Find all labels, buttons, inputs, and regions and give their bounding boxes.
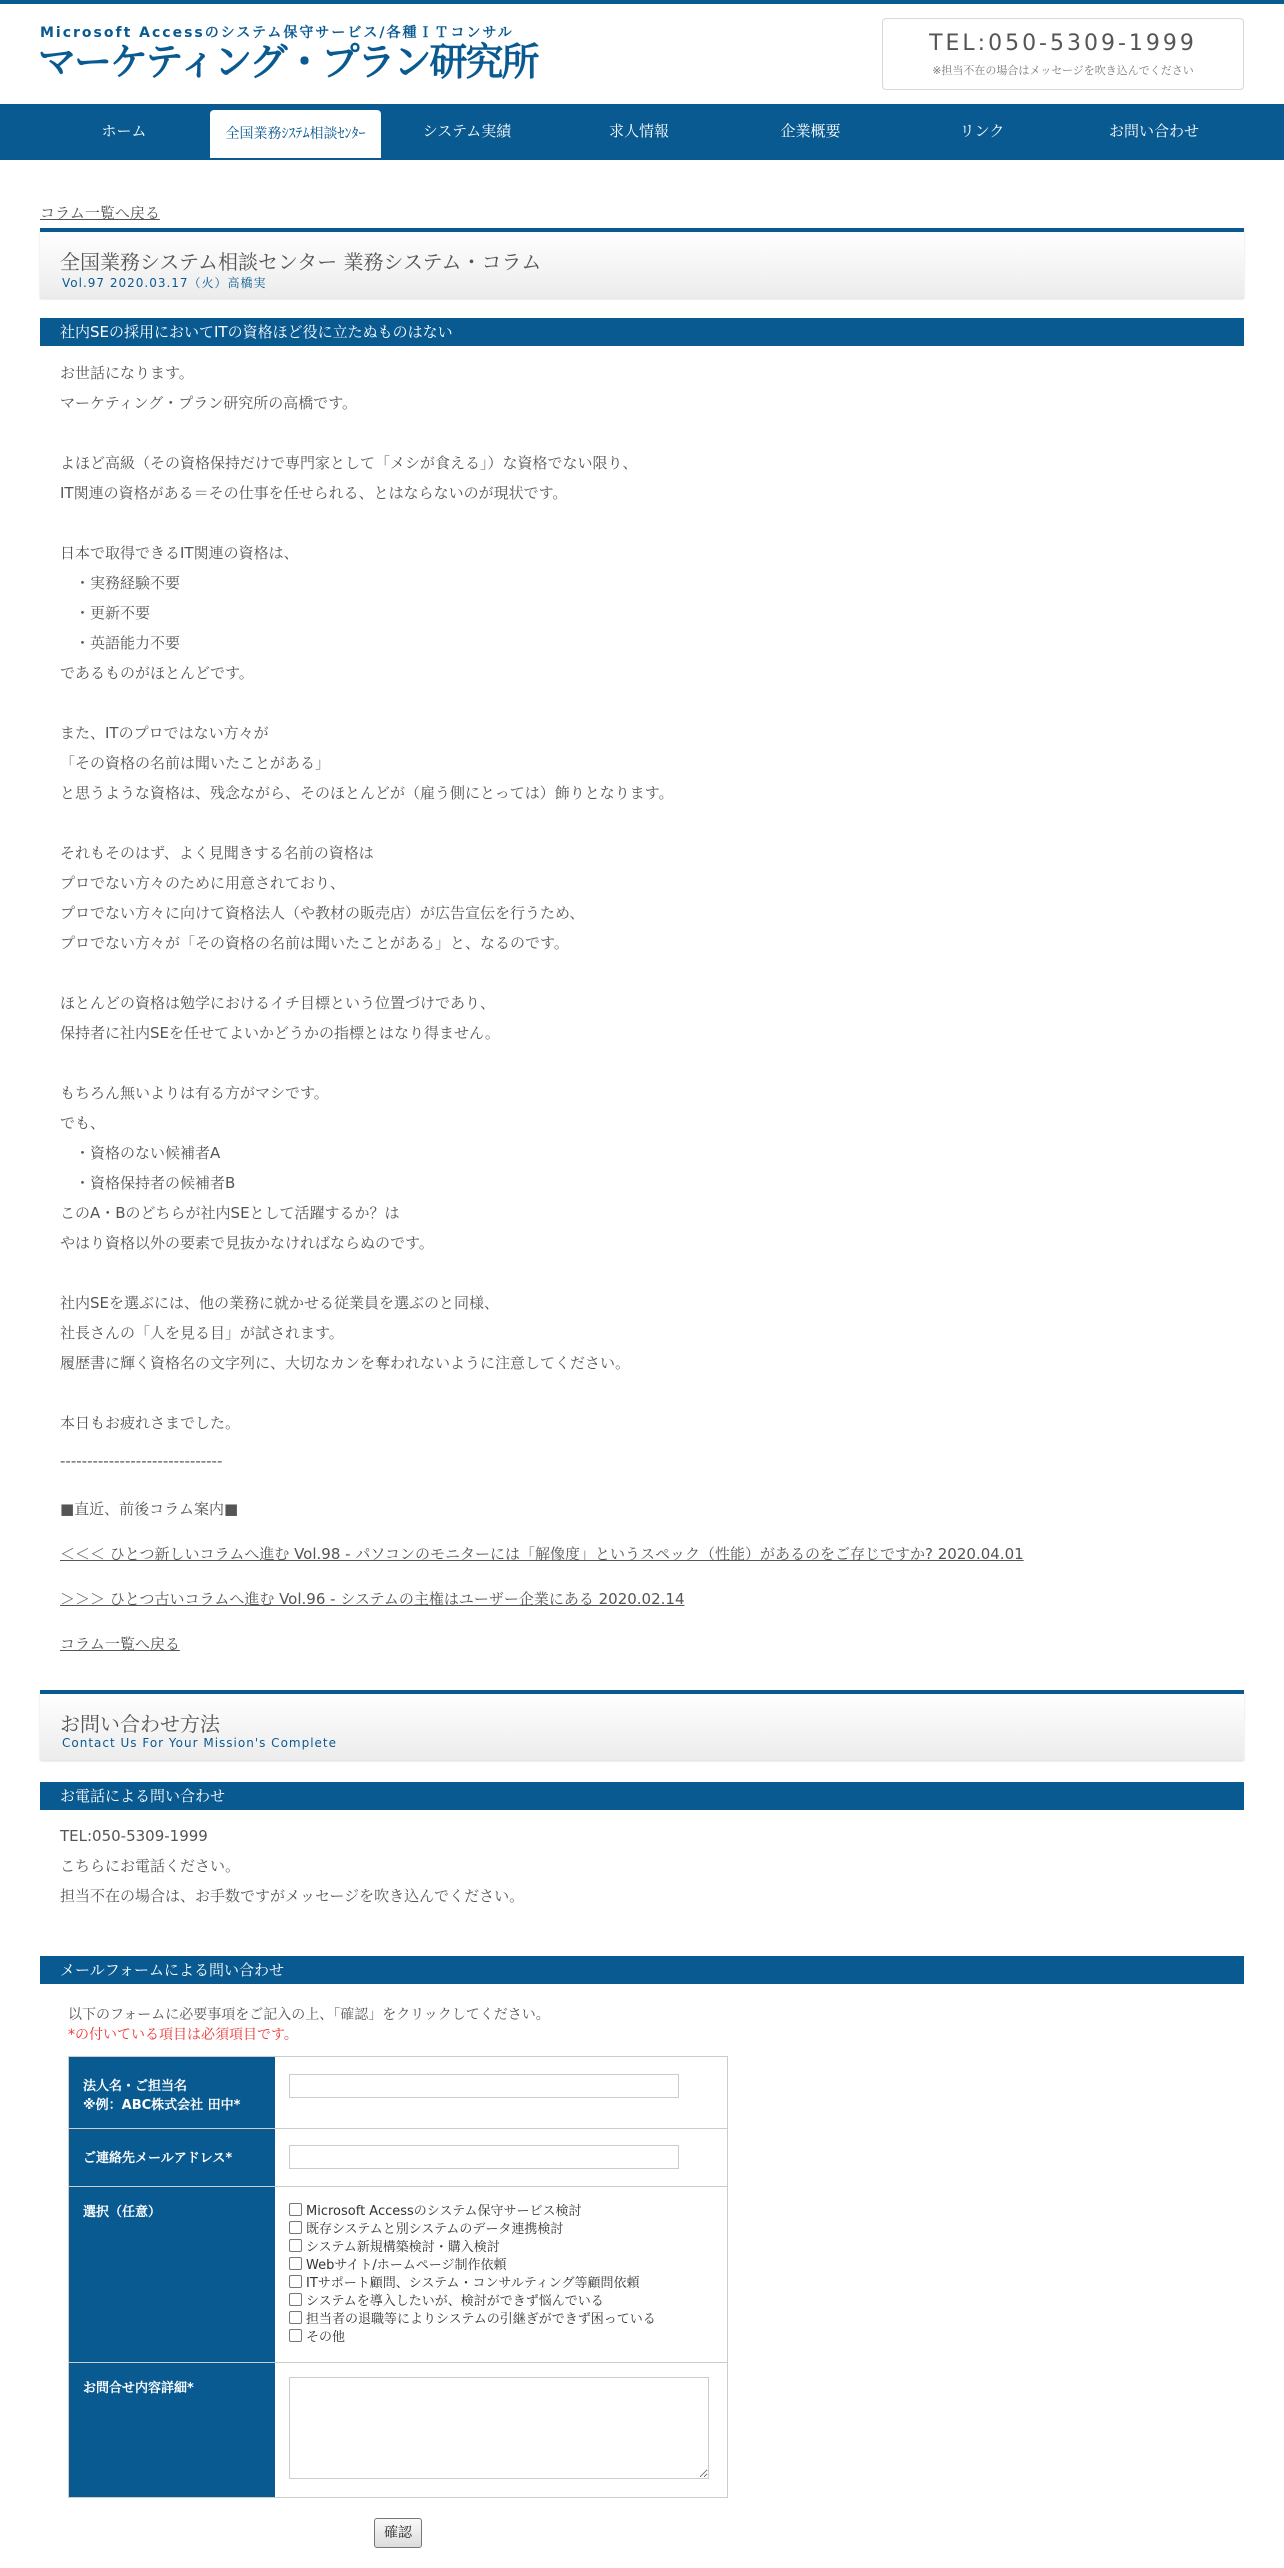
option-label: システムを導入したいが、検討ができず悩んでいる <box>306 2294 604 2309</box>
divider-text: ------------------------------ <box>60 1452 223 1470</box>
article-line: ほとんどの資格は勉学におけるイチ目標という位置づけであり、 <box>60 994 496 1012</box>
article-line: また、ITのプロではない方々が <box>60 724 269 742</box>
article-line <box>60 1378 1220 1408</box>
article-meta: Vol.97 2020.03.17（火）高橋実 <box>62 276 267 290</box>
checkbox[interactable] <box>289 2275 302 2288</box>
article-line: よほど高級（その資格保持だけで専門家として「メシが食える」）な資格でない限り、 <box>60 454 638 472</box>
back-to-column-list-link[interactable]: コラム一覧へ戻る <box>40 204 160 222</box>
contact-title: お問い合わせ方法 <box>60 1712 220 1736</box>
select-label: 選択（任意） <box>69 2187 275 2362</box>
back-to-column-list-bottom-link[interactable]: コラム一覧へ戻る <box>60 1635 180 1653</box>
option-item[interactable] <box>289 2293 713 2311</box>
main-nav <box>0 104 1284 158</box>
nav-system-works[interactable]: システム実績 <box>422 122 512 140</box>
article-line: でも、 <box>60 1114 106 1132</box>
article-line: プロでない方々が「その資格の名前は聞いたことがある」と、なるのです。 <box>60 934 569 952</box>
article-line: マーケティング・プラン研究所の高橋です。 <box>60 394 358 412</box>
contact-form <box>68 2056 728 2498</box>
option-item[interactable] <box>289 2221 713 2239</box>
article-line: 「その資格の名前は聞いたことがある」 <box>60 754 331 772</box>
checkbox[interactable] <box>289 2293 302 2306</box>
option-label: 担当者の退職等によりシステムの引継ぎができず困っている <box>306 2312 656 2327</box>
required-note: *の付いている項目は必須項目です。 <box>68 2027 298 2043</box>
email-input[interactable] <box>289 2145 679 2169</box>
phone-line: 担当不在の場合は、お手数ですがメッセージを吹き込んでください。 <box>60 1887 525 1905</box>
article-line: それもそのはず、よく見聞きする名前の資格は <box>60 844 374 862</box>
phone-contact-text <box>60 1821 524 1911</box>
article-line: このA・Bのどちらが社内SEとして活躍するか？は <box>60 1204 400 1222</box>
detail-textarea[interactable] <box>289 2377 709 2479</box>
option-item[interactable] <box>289 2311 713 2329</box>
article-line: 社長さんの「人を見る目」が試されます。 <box>60 1324 344 1342</box>
site-logo[interactable]: マーケティング・プラン研究所 <box>38 40 538 84</box>
tel-box <box>882 18 1244 90</box>
nav-consult-center[interactable]: 全国業務ｼｽﾃﾑ相談ｾﾝﾀｰ <box>210 110 381 162</box>
recent-columns-heading: ■直近、前後コラム案内■ <box>60 1500 239 1518</box>
nav-bottom-line <box>0 158 1284 160</box>
phone-line: こちらにお電話ください。 <box>60 1857 241 1875</box>
company-input[interactable] <box>289 2074 679 2098</box>
form-row-email <box>69 2129 727 2187</box>
article-line: と思うような資格は、残念ながら、そのほとんどが（雇う側にとっては）飾りとなります。 <box>60 784 674 802</box>
mail-contact-heading: メールフォームによる問い合わせ <box>40 1956 1244 1984</box>
option-label: Webサイト/ホームページ制作依頼 <box>306 2258 507 2273</box>
logo-tagline: Microsoft Accessのシステム保守サービス/各種ＩＴコンサル <box>40 25 514 41</box>
option-label: 既存システムと別システムのデータ連携検討 <box>306 2222 564 2237</box>
article-line: 社内SEを選ぶには、他の業務に就かせる従業員を選ぶのと同様、 <box>60 1294 500 1312</box>
article-line: ・英語能力不要 <box>60 634 181 652</box>
contact-subtitle: Contact Us For Your Mission's Complete <box>62 1736 338 1750</box>
tel-note: ※担当不在の場合はメッセージを吹き込んでください <box>932 64 1194 77</box>
option-label: システム新規構築検討・購入検討 <box>306 2240 500 2255</box>
article-line <box>60 958 1220 988</box>
nav-recruit[interactable]: 求人情報 <box>608 122 669 140</box>
article-line: 日本で取得できるIT関連の資格は、 <box>60 544 299 562</box>
article-line: もちろん無いよりは有る方がマシです。 <box>60 1084 329 1102</box>
nav-company[interactable]: 企業概要 <box>780 122 841 140</box>
option-item[interactable] <box>289 2329 713 2347</box>
article-line: 履歴書に輝く資格名の文字列に、大切なカンを奪われないように注意してください。 <box>60 1354 631 1372</box>
article-line <box>60 1258 1220 1288</box>
article-line <box>60 1048 1220 1078</box>
prev-column-link[interactable]: ＞＞＞ ひとつ古いコラムへ進む Vol.96 - システムの主権はユーザー企業にある 2020.02.14 <box>60 1590 685 1608</box>
article-line: ・資格保持者の候補者B <box>60 1174 236 1192</box>
article-body <box>60 358 1220 1438</box>
option-item[interactable] <box>289 2275 713 2293</box>
form-row-company <box>69 2057 727 2129</box>
checkbox[interactable] <box>289 2311 302 2324</box>
company-label-text: 法人名・ご担当名 <box>83 2079 188 2094</box>
article-line: であるものがほとんどです。 <box>60 664 254 682</box>
article-line: やはり資格以外の要素で見抜かなければならぬのです。 <box>60 1234 434 1252</box>
next-column-link[interactable]: ＜＜＜ ひとつ新しいコラムへ進む Vol.98 - パソコンのモニターには「解像度」というスペック（性能）があるのをご存じですか? 2020.04.01 <box>60 1545 1024 1563</box>
nav-contact[interactable]: お問い合わせ <box>1108 122 1199 140</box>
article-line: 保持者に社内SEを任せてよいかどうかの指標とはなり得ません。 <box>60 1024 500 1042</box>
form-intro: 以下のフォームに必要事項をご記入の上、「確認」をクリックしてください。 <box>68 2007 550 2023</box>
article-line: 本日もお疲れさまでした。 <box>60 1414 241 1432</box>
article-line <box>60 508 1220 538</box>
options-list <box>275 2187 727 2347</box>
article-line: IT関連の資格がある＝その仕事を任せられる、とはならないのが現状です。 <box>60 484 568 502</box>
confirm-button[interactable]: 確認 <box>374 2518 422 2548</box>
article-line: ・更新不要 <box>60 604 151 622</box>
option-label: ITサポート顧問、システム・コンサルティング等顧問依頼 <box>306 2276 640 2291</box>
page-title: 全国業務システム相談センター 業務システム・コラム <box>60 250 542 274</box>
checkbox[interactable] <box>289 2203 302 2216</box>
article-heading: 社内SEの採用においてITの資格ほど役に立たぬものはない <box>40 318 1244 346</box>
tel-number: TEL:050-5309-1999 <box>929 31 1197 56</box>
email-label: ご連絡先メールアドレス* <box>69 2129 275 2186</box>
article-title-box <box>40 228 1244 298</box>
article-line: ・資格のない候補者A <box>60 1144 221 1162</box>
company-example-text: ※例：ABC株式会社 田中* <box>83 2098 241 2113</box>
article-line <box>60 418 1220 448</box>
option-label: その他 <box>306 2330 346 2345</box>
article-line <box>60 688 1220 718</box>
phone-contact-heading: お電話による問い合わせ <box>40 1782 1244 1810</box>
form-row-detail <box>69 2363 727 2497</box>
article-line <box>60 808 1220 838</box>
checkbox[interactable] <box>289 2329 302 2342</box>
checkbox[interactable] <box>289 2221 302 2234</box>
detail-label: お問合せ内容詳細* <box>69 2363 275 2497</box>
nav-home[interactable]: ホーム <box>101 122 147 140</box>
nav-links[interactable]: リンク <box>959 122 1005 140</box>
article-line: プロでない方々に向けて資格法人（や教材の販売店）が広告宣伝を行うため、 <box>60 904 585 922</box>
phone-line: TEL:050-5309-1999 <box>60 1827 208 1845</box>
article-line: プロでない方々のために用意されており、 <box>60 874 346 892</box>
option-item[interactable] <box>289 2203 713 2221</box>
option-label: Microsoft Accessのシステム保守サービス検討 <box>306 2204 582 2219</box>
option-item[interactable] <box>289 2239 713 2257</box>
checkbox[interactable] <box>289 2257 302 2270</box>
article-line: ・実務経験不要 <box>60 574 181 592</box>
form-row-select <box>69 2187 727 2363</box>
option-item[interactable] <box>289 2257 713 2275</box>
site-header <box>0 4 1284 104</box>
company-label <box>69 2057 275 2128</box>
contact-title-box <box>40 1690 1244 1760</box>
article-line: お世話になります。 <box>60 364 194 382</box>
checkbox[interactable] <box>289 2239 302 2252</box>
